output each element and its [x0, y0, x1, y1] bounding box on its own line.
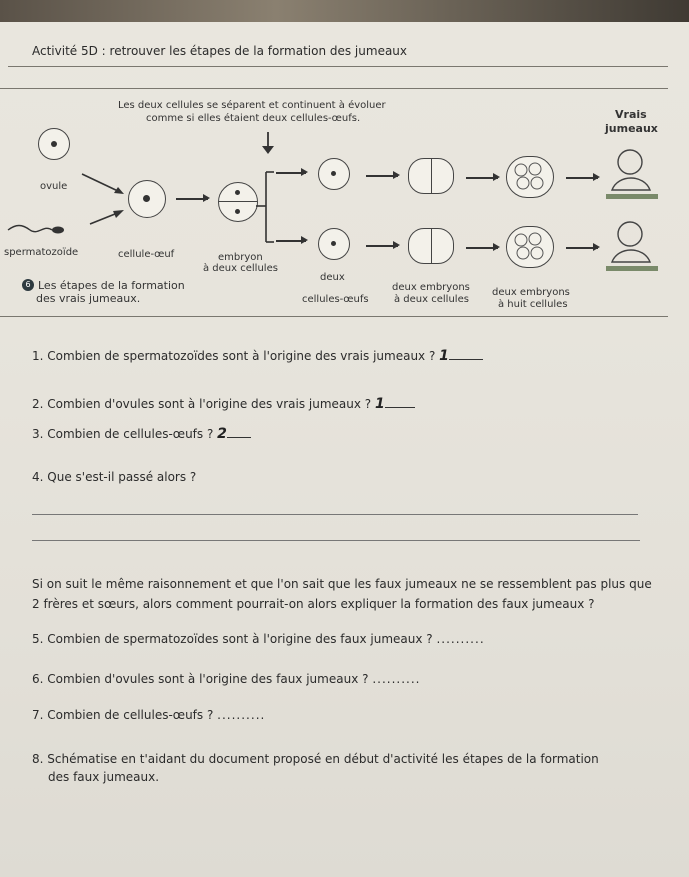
- cellule-oeuf-twin-bottom: [318, 228, 350, 260]
- ovule-cell: [38, 128, 70, 160]
- eight-cell-top-pattern: [511, 161, 549, 193]
- split-bracket: [256, 168, 276, 248]
- two-cell-bottom-division: [431, 229, 432, 263]
- worksheet-page: [0, 22, 689, 877]
- label-ovule: ovule: [40, 181, 68, 192]
- cellule-oeuf: [128, 180, 166, 218]
- question-4: [32, 470, 196, 484]
- faux-jumeaux-paragraph: Si on suit le même raisonnement et que l'on sait que les faux jumeaux ne se ressemblent pas plus que 2 frères et sœurs, alors comment pourrait-on alors expliquer la formation des faux jumeaux ?: [32, 577, 652, 611]
- label-deux-embryons-1: deux embryons: [392, 282, 470, 293]
- question-1-text: 1. Combien de spermatozoïdes sont à l'origine des vrais jumeaux ?: [32, 349, 436, 363]
- label-huit-1: deux embryons: [492, 287, 570, 298]
- title-divider: [8, 66, 668, 67]
- question-6-text: 6. Combien d'ovules sont à l'origine des faux jumeaux ?: [32, 672, 369, 686]
- eight-cell-embryo-top: [506, 156, 554, 198]
- label-embryon-2: à deux cellules: [203, 263, 278, 274]
- question-5-text: 5. Combien de spermatozoïdes sont à l'origine des faux jumeaux ?: [32, 632, 433, 646]
- cellule-oeuf-nucleus: [143, 195, 150, 202]
- two-cell-embryo-bottom: [408, 228, 454, 264]
- question-1-blank: [449, 359, 483, 360]
- arrow-bottom-branch: [276, 240, 306, 242]
- figure-caption-2: des vrais jumeaux.: [36, 292, 141, 305]
- cellule-oeuf-twin-top: [318, 158, 350, 190]
- arrow-bottom-2: [366, 245, 398, 247]
- question-2-blank: [385, 407, 415, 408]
- figure-caption-1: Les étapes de la formation: [38, 279, 185, 292]
- question-6: [32, 672, 420, 686]
- label-deux-1: deux: [320, 272, 345, 283]
- question-5-blank[interactable]: ..........: [436, 632, 485, 646]
- caption-top-2: comme si elles étaient deux cellules-œufs.: [146, 113, 361, 124]
- label-deux-embryons-2: à deux cellules: [394, 294, 469, 305]
- figure-number-badge: 6: [22, 279, 34, 291]
- question-1: [32, 348, 483, 364]
- twin-bottom-nucleus: [331, 241, 336, 246]
- arrow-bottom-4: [566, 247, 598, 249]
- embryon-nucleus-bottom: [235, 209, 240, 214]
- diagram-bottom-border: [0, 316, 668, 317]
- arrow-top-2: [366, 175, 398, 177]
- answer-line-2[interactable]: [32, 540, 640, 541]
- fusion-arrows: [80, 172, 130, 232]
- arrow-top-branch: [276, 172, 306, 174]
- question-2: [32, 396, 415, 412]
- embryon-two-cells: [218, 182, 258, 222]
- question-7-text: 7. Combien de cellules-œufs ?: [32, 708, 214, 722]
- label-jumeaux: jumeaux: [605, 122, 658, 135]
- arrow-to-embryon: [176, 198, 208, 200]
- embryon-division-line: [219, 201, 257, 202]
- label-huit-2: à huit cellules: [498, 299, 568, 310]
- label-deux-2: cellules-œufs: [302, 294, 369, 305]
- arrow-bottom-3: [466, 247, 498, 249]
- caption-top-1: Les deux cellules se séparent et continuent à évoluer: [118, 100, 386, 111]
- eight-cell-bottom-pattern: [511, 231, 549, 263]
- question-6-blank[interactable]: ..........: [372, 672, 421, 686]
- label-cellule-oeuf: cellule-œuf: [118, 249, 175, 260]
- answer-line-1[interactable]: [32, 514, 638, 515]
- eight-cell-embryo-bottom: [506, 226, 554, 268]
- page-title: Activité 5D : retrouver les étapes de la formation des jumeaux: [32, 44, 408, 58]
- question-8-line-2: des faux jumeaux.: [48, 770, 160, 784]
- ovule-nucleus: [51, 141, 57, 147]
- spermatozoid-shape: [6, 222, 66, 238]
- two-cell-embryo-top: [408, 158, 454, 194]
- two-cell-top-division: [431, 159, 432, 193]
- question-3: [32, 426, 251, 442]
- label-spermatozoide: spermatozoïde: [4, 247, 79, 258]
- label-embryon-1: embryon: [218, 252, 263, 263]
- twin-top-nucleus: [331, 171, 336, 176]
- diagram-top-border: [0, 88, 668, 89]
- arrow-top-3: [466, 177, 498, 179]
- caption-down-arrow: [262, 132, 274, 156]
- question-7: [32, 708, 265, 722]
- question-3-blank: [227, 437, 251, 438]
- baby-bottom-icon: [604, 218, 658, 276]
- embryon-nucleus-top: [235, 190, 240, 195]
- question-4-text: 4. Que s'est-il passé alors ?: [32, 470, 197, 484]
- photo-background: [0, 0, 689, 24]
- question-5: [32, 632, 485, 646]
- question-3-answer: 2: [217, 426, 227, 442]
- question-2-text: 2. Combien d'ovules sont à l'origine des vrais jumeaux ?: [32, 397, 372, 411]
- question-3-text: 3. Combien de cellules-œufs ?: [32, 427, 214, 441]
- label-vrais: Vrais: [615, 108, 647, 121]
- question-8-line-1: 8. Schématise en t'aidant du document proposé en début d'activité les étapes de la formation: [32, 752, 599, 766]
- question-1-answer: 1: [439, 348, 449, 364]
- baby-top-icon: [604, 146, 658, 204]
- question-2-answer: 1: [375, 396, 385, 412]
- question-7-blank[interactable]: ..........: [217, 708, 266, 722]
- arrow-top-4: [566, 177, 598, 179]
